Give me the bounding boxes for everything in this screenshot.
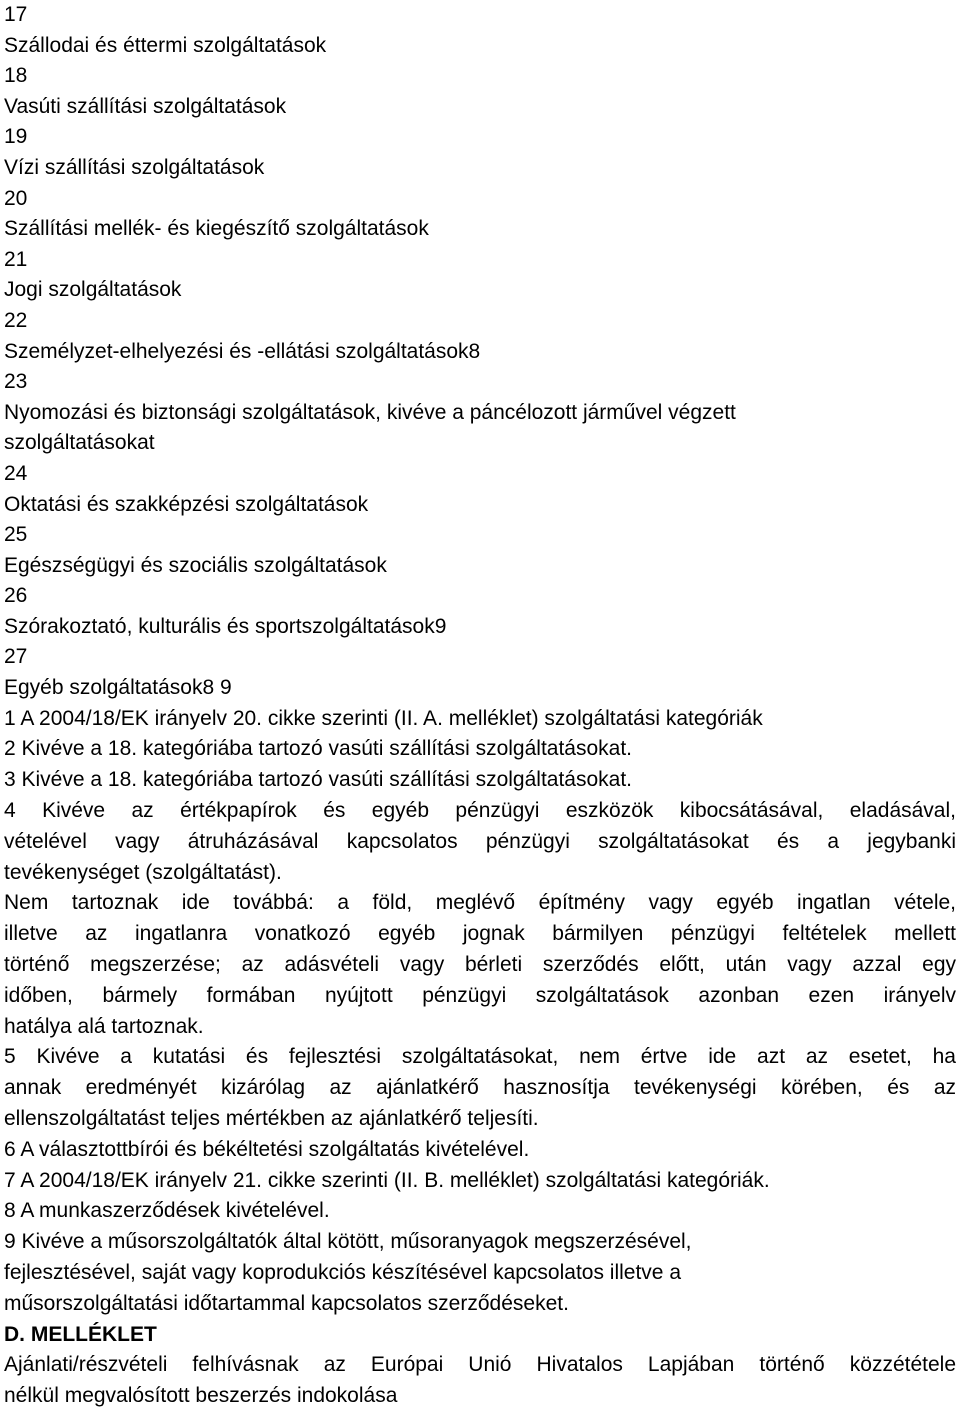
category-number: 27 (4, 645, 28, 669)
category-number: 23 (4, 370, 28, 394)
footnote-4-line: tevékenységet (szolgáltatást). (4, 860, 282, 884)
footnote-5-line: ellenszolgáltatást teljes mértékben az ajánlatkérő teljesíti. (4, 1107, 539, 1131)
footnote-4-extra-line: hatálya alá tartoznak. (4, 1014, 204, 1038)
category-number: 26 (4, 584, 28, 608)
category-name: Vízi szállítási szolgáltatások (4, 155, 265, 179)
category-name: Nyomozási és biztonsági szolgáltatások, kivéve a páncélozott járművel végzett (4, 400, 736, 424)
category-name: Személyzet-elhelyezési és -ellátási szolgáltatások8 (4, 339, 481, 363)
annex-heading: D. MELLÉKLET (4, 1322, 157, 1346)
category-name: Egészségügyi és szociális szolgáltatások (4, 553, 387, 577)
footnote-9-line: 9 Kivéve a műsorszolgáltatók által kötött, műsoranyagok megszerzésével, (4, 1230, 692, 1254)
category-name: Szórakoztató, kulturális és sportszolgáltatások9 (4, 614, 447, 638)
category-number: 22 (4, 308, 28, 332)
service-category-list (4, 0, 956, 704)
category-number: 19 (4, 125, 28, 149)
footnote-4-extra-line: illetve az ingatlanra vonatkozó egyéb jognak bármilyen pénzügyi feltételek mellett (4, 922, 956, 946)
annex-subtitle: Ajánlati/részvételi felhívásnak az Európai Unió Hivatalos Lapjában történő közzététele (4, 1353, 956, 1377)
footnote-9-line: műsorszolgáltatási időtartammal kapcsolatos szerződéseket. (4, 1291, 569, 1315)
footnote-2: 2 Kivéve a 18. kategóriába tartozó vasúti szállítási szolgáltatásokat. (4, 737, 633, 761)
footnote-5-line: annak eredményét kizárólag az ajánlatkérő hasznosítja tevékenységi körében, és az (4, 1076, 956, 1100)
footnote-3: 3 Kivéve a 18. kategóriába tartozó vasúti szállítási szolgáltatásokat. (4, 768, 633, 792)
category-name: Oktatási és szakképzési szolgáltatások (4, 492, 369, 516)
footnote-4-extra-line: Nem tartoznak ide továbbá: a föld, meglévő építmény vagy egyéb ingatlan vétele, (4, 891, 956, 915)
footnote-9-line: fejlesztésével, saját vagy koprodukciós készítésével kapcsolatos illetve a (4, 1261, 682, 1284)
footnote-4-extra-line: történő megszerzése; az adásvételi vagy bérleti szerződés előtt, után vagy azzal egy (4, 953, 956, 977)
footnote-8: 8 A munkaszerződések kivételével. (4, 1199, 330, 1223)
category-name-continued: szolgáltatásokat (4, 431, 155, 455)
footnote-4-extra-line: időben, bármely formában nyújtott pénzügyi szolgáltatások azonban ezen irányelv (4, 983, 956, 1007)
footnote-4-line: vételével vagy átruházásával kapcsolatos pénzügyi szolgáltatásokat és a jegybanki (4, 829, 956, 853)
footnotes (4, 704, 956, 1320)
footnote-7: 7 A 2004/18/EK irányelv 21. cikke szerinti (II. B. melléklet) szolgáltatási kategóriák. (4, 1168, 770, 1192)
category-number: 21 (4, 247, 28, 271)
footnote-6: 6 A választottbírói és békéltetési szolgáltatás kivételével. (4, 1137, 530, 1161)
category-number: 20 (4, 186, 28, 210)
category-name: Szállítási mellék- és kiegészítő szolgáltatások (4, 217, 429, 241)
category-name: Szállodai és éttermi szolgáltatások (4, 33, 327, 57)
category-number: 24 (4, 461, 28, 485)
category-number: 25 (4, 523, 28, 547)
category-name: Egyéb szolgáltatások8 9 (4, 676, 232, 700)
footnote-5-line: 5 Kivéve a kutatási és fejlesztési szolgáltatásokat, nem értve ide azt az esetet, ha (4, 1045, 956, 1069)
footnote-4-line: 4 Kivéve az értékpapírok és egyéb pénzügyi eszközök kibocsátásával, eladásával, (4, 799, 956, 823)
annex-section (4, 1320, 956, 1412)
category-number: 18 (4, 64, 28, 88)
category-number: 17 (4, 3, 28, 26)
footnote-1: 1 A 2004/18/EK irányelv 20. cikke szerinti (II. A. melléklet) szolgáltatási kategóriák (4, 706, 763, 730)
category-name: Jogi szolgáltatások (4, 278, 182, 302)
annex-subtitle-continued: nélkül megvalósított beszerzés indokolása (4, 1384, 398, 1408)
category-name: Vasúti szállítási szolgáltatások (4, 94, 287, 118)
